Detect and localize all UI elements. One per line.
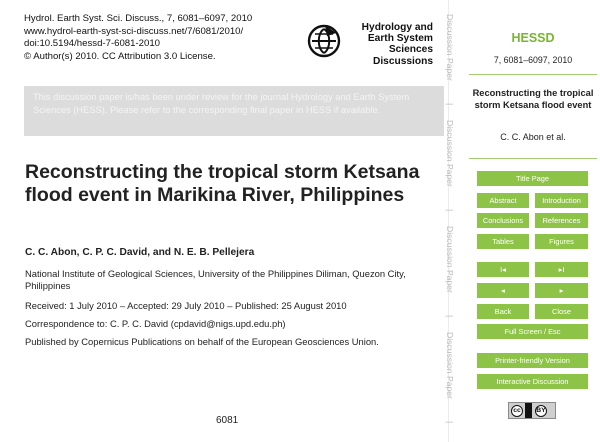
volume-pages: 7, 6081–6097, 2010 bbox=[493, 55, 573, 65]
printer-friendly-button[interactable]: Printer-friendly Version bbox=[477, 353, 588, 368]
panel-divider bbox=[469, 74, 597, 75]
by-icon: BY bbox=[535, 405, 547, 417]
previous-page-button[interactable]: ◂ bbox=[477, 283, 529, 298]
article-affiliation: National Institute of Geological Sciences, University of the Philippines Diliman, Quezon City, Philippines bbox=[25, 268, 406, 292]
cc-icon: cc bbox=[511, 405, 523, 417]
article-dates: Received: 1 July 2010 – Accepted: 29 July 2010 – Published: 25 August 2010 bbox=[25, 300, 347, 311]
review-notice bbox=[24, 86, 444, 136]
figures-button[interactable]: Figures bbox=[535, 234, 588, 249]
copyright: © Author(s) 2010. CC Attribution 3.0 License. bbox=[24, 50, 216, 62]
logo-line-1: Hydrology and bbox=[361, 22, 433, 33]
first-page-button[interactable]: I◂ bbox=[477, 262, 529, 277]
article-authors: C. C. Abon, C. P. C. David, and N. E. B. Pellejera bbox=[25, 247, 255, 258]
tables-button[interactable]: Tables bbox=[477, 234, 529, 249]
strip-separator: | bbox=[445, 315, 455, 318]
doi: doi:10.5194/hessd-7-6081-2010 bbox=[24, 38, 161, 50]
interactive-discussion-button[interactable]: Interactive Discussion bbox=[477, 374, 588, 389]
copernicus-logo-icon bbox=[307, 24, 341, 58]
close-button[interactable]: Close bbox=[535, 304, 588, 319]
references-button[interactable]: References bbox=[535, 213, 588, 228]
introduction-button[interactable]: Introduction bbox=[535, 193, 588, 208]
logo-line-2: Earth System bbox=[367, 33, 433, 45]
publisher-line: Published by Copernicus Publications on behalf of the European Geosciences Union. bbox=[25, 336, 379, 347]
license-separator bbox=[525, 403, 532, 418]
correspondence: Correspondence to: C. P. C. David (cpdavid@nigs.upd.edu.ph) bbox=[25, 318, 286, 329]
strip-label: Discussion Paper bbox=[445, 226, 455, 293]
strip-separator: | bbox=[445, 421, 455, 424]
last-page-button[interactable]: ▸I bbox=[535, 262, 588, 277]
title-page-button[interactable]: Title Page bbox=[477, 171, 588, 186]
article-title: Reconstructing the tropical storm Ketsana flood event in Marikina River, Philippines bbox=[25, 161, 420, 206]
panel-title: Reconstructing the tropical storm Ketsana flood event bbox=[472, 88, 594, 111]
strip-separator: | bbox=[445, 103, 455, 106]
strip-separator: | bbox=[445, 209, 455, 212]
panel-divider bbox=[469, 158, 597, 159]
strip-label: Discussion Paper bbox=[445, 14, 455, 81]
full-screen-button[interactable]: Full Screen / Esc bbox=[477, 324, 588, 339]
next-page-button[interactable]: ▸ bbox=[535, 283, 588, 298]
journal-logo bbox=[303, 20, 433, 68]
journal-url[interactable]: www.hydrol-earth-syst-sci-discuss.net/7/6081/2010/ bbox=[24, 25, 244, 37]
page-number: 6081 bbox=[216, 415, 239, 426]
back-button[interactable]: Back bbox=[477, 304, 529, 319]
strip-label: Discussion Paper bbox=[445, 120, 455, 187]
navigation-panel bbox=[466, 0, 600, 442]
conclusions-button[interactable]: Conclusions bbox=[477, 213, 529, 228]
logo-line-4: Discussions bbox=[372, 55, 433, 67]
citation-block bbox=[24, 13, 252, 63]
logo-text bbox=[362, 22, 433, 67]
strip-label: Discussion Paper bbox=[445, 332, 455, 399]
review-notice-text: This discussion paper is/has been under review for the journal Hydrology and Earth System Sciences (HESS). Please refer to the corresponding final paper in HESS if available. bbox=[33, 92, 410, 115]
abstract-button[interactable]: Abstract bbox=[477, 193, 529, 208]
logo-line-3: Sciences bbox=[388, 44, 433, 56]
panel-author: C. C. Abon et al. bbox=[500, 132, 566, 142]
journal-line: Hydrol. Earth Syst. Sci. Discuss., 7, 6081–6097, 2010 bbox=[24, 13, 253, 24]
license-badge[interactable] bbox=[508, 402, 556, 419]
journal-brand: HESSD bbox=[511, 31, 555, 45]
